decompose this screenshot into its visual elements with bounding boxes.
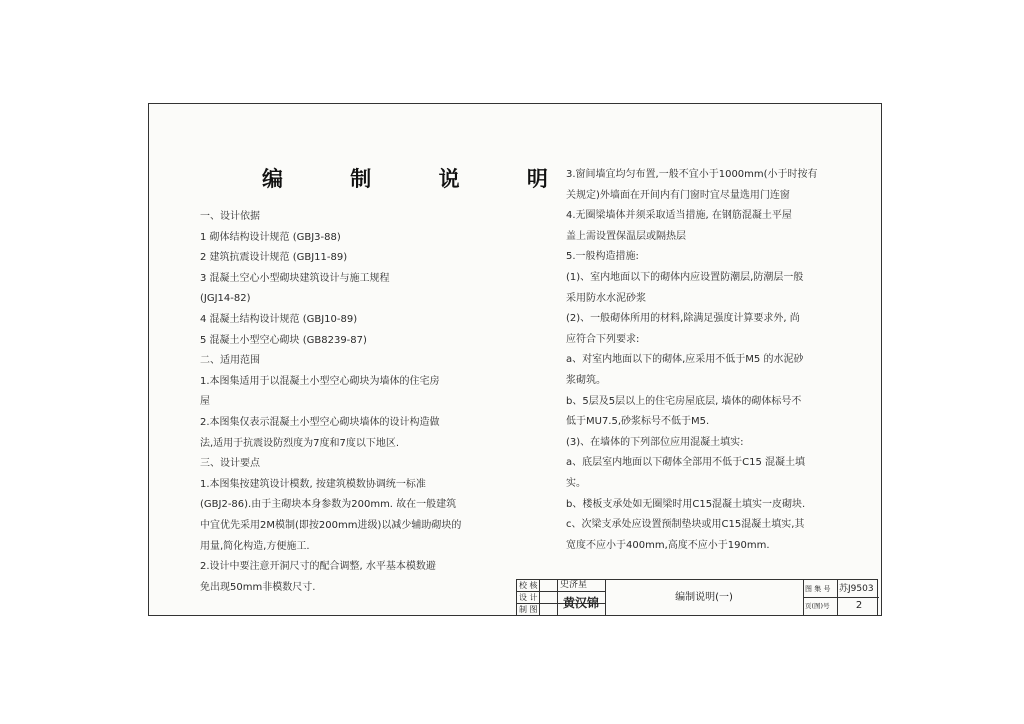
text-line: a、对室内地面以下的砌体,应采用不低于M5 的水泥砂	[566, 354, 804, 366]
text-line: b、楼板支承处如无圈梁时用C15混凝土填实一皮砌块.	[566, 498, 806, 510]
text-line: b、5层及5层以上的住宅房屋底层, 墙体的砌体标号不	[566, 395, 802, 407]
text-line: 免出现50mm非模数尺寸.	[200, 581, 316, 593]
designer-label: 设 计	[519, 593, 538, 602]
checker-signature: 史济星	[560, 580, 588, 590]
text-line: 实。	[566, 477, 586, 489]
page-title: 编 制 说 明	[262, 167, 578, 191]
text-line: 2.本图集仅表示混凝土小型空心砌块墙体的设计构造做	[200, 416, 440, 428]
text-line: c、次梁支承处应设置预制垫块或用C15混凝土填实,其	[566, 519, 805, 531]
page-number: 2	[855, 600, 863, 611]
text-line: 3 混凝土空心小型砌块建筑设计与施工规程	[200, 272, 390, 284]
text-line: 1 砌体结构设计规范 (GBJ3-88)	[200, 231, 341, 243]
text-line: (1)、室内地面以下的砌体内应设置防潮层,防潮层一般	[566, 271, 804, 283]
text-line: (GBJ2-86).由于主砌块本身参数为200mm. 故在一般建筑	[200, 499, 457, 511]
text-line: 二、适用范围	[200, 355, 260, 367]
text-line: 4.无圈梁墙体并须采取适当措施, 在钢筋混凝土平屋	[566, 210, 792, 222]
text-line: (2)、一般砌体所用的材料,除满足强度计算要求外, 尚	[566, 313, 800, 325]
text-line: 5.一般构造措施:	[566, 251, 639, 263]
left-column	[200, 207, 480, 598]
atlas-number-label: 图 集 号	[805, 585, 831, 593]
text-line: (JGJ14-82)	[200, 293, 251, 305]
text-line: 三、设计要点	[200, 458, 260, 470]
text-line: 用量,简化构造,方便施工.	[200, 540, 310, 552]
text-line: 3.窗间墙宜均匀布置,一般不宜小于1000mm(小于时按有	[566, 169, 818, 180]
title-block	[516, 579, 878, 616]
text-line: 盖上需设置保温层或隔热层	[566, 230, 686, 242]
text-line: (3)、在墙体的下列部位应用混凝土填实:	[566, 436, 744, 448]
text-line: 中宜优先采用2M模制(即按200mm进级)以减少辅助砌块的	[200, 519, 462, 531]
drawing-title: 编制说明(一)	[675, 592, 733, 603]
text-line: a、底层室内地面以下砌体全部用不低于C15 混凝土填	[566, 457, 806, 469]
checker-label: 校 核	[519, 581, 538, 590]
text-line: 2.设计中要注意开洞尺寸的配合调整, 水平基本模数避	[200, 561, 436, 573]
drafter-label: 制 图	[519, 605, 538, 614]
text-line: 宽度不应小于400mm,高度不应小于190mm.	[566, 539, 770, 551]
text-line: 1.本图集适用于以混凝土小型空心砌块为墙体的住宅房	[200, 375, 440, 387]
text-line: 浆砌筑。	[566, 374, 606, 386]
designer-signature: 黄汉锦	[563, 596, 600, 610]
text-line: 1.本图集按建筑设计模数, 按建筑模数协调统一标准	[200, 478, 426, 490]
text-line: 2 建筑抗震设计规范 (GBJ11-89)	[200, 252, 348, 264]
text-line: 5 混凝土小型空心砌块 (GB8239-87)	[200, 334, 367, 346]
right-column	[566, 165, 856, 556]
text-line: 低于MU7.5,砂浆标号不低于M5.	[566, 416, 710, 428]
text-line: 一、设计依据	[200, 211, 260, 222]
atlas-number: 苏J9503	[839, 584, 874, 594]
text-line: 关规定)外墙面在开间内有门窗时宜尽量选用门连窗	[566, 189, 790, 201]
text-line: 应符合下列要求:	[566, 333, 640, 345]
text-line: 采用防水水泥砂浆	[566, 292, 646, 304]
text-line: 法,适用于抗震设防烈度为7度和7度以下地区.	[200, 437, 400, 449]
text-line: 4 混凝土结构设计规范 (GBJ10-89)	[200, 313, 358, 325]
page-number-label: 页(图)号	[805, 602, 830, 610]
text-line: 屋	[200, 396, 210, 408]
